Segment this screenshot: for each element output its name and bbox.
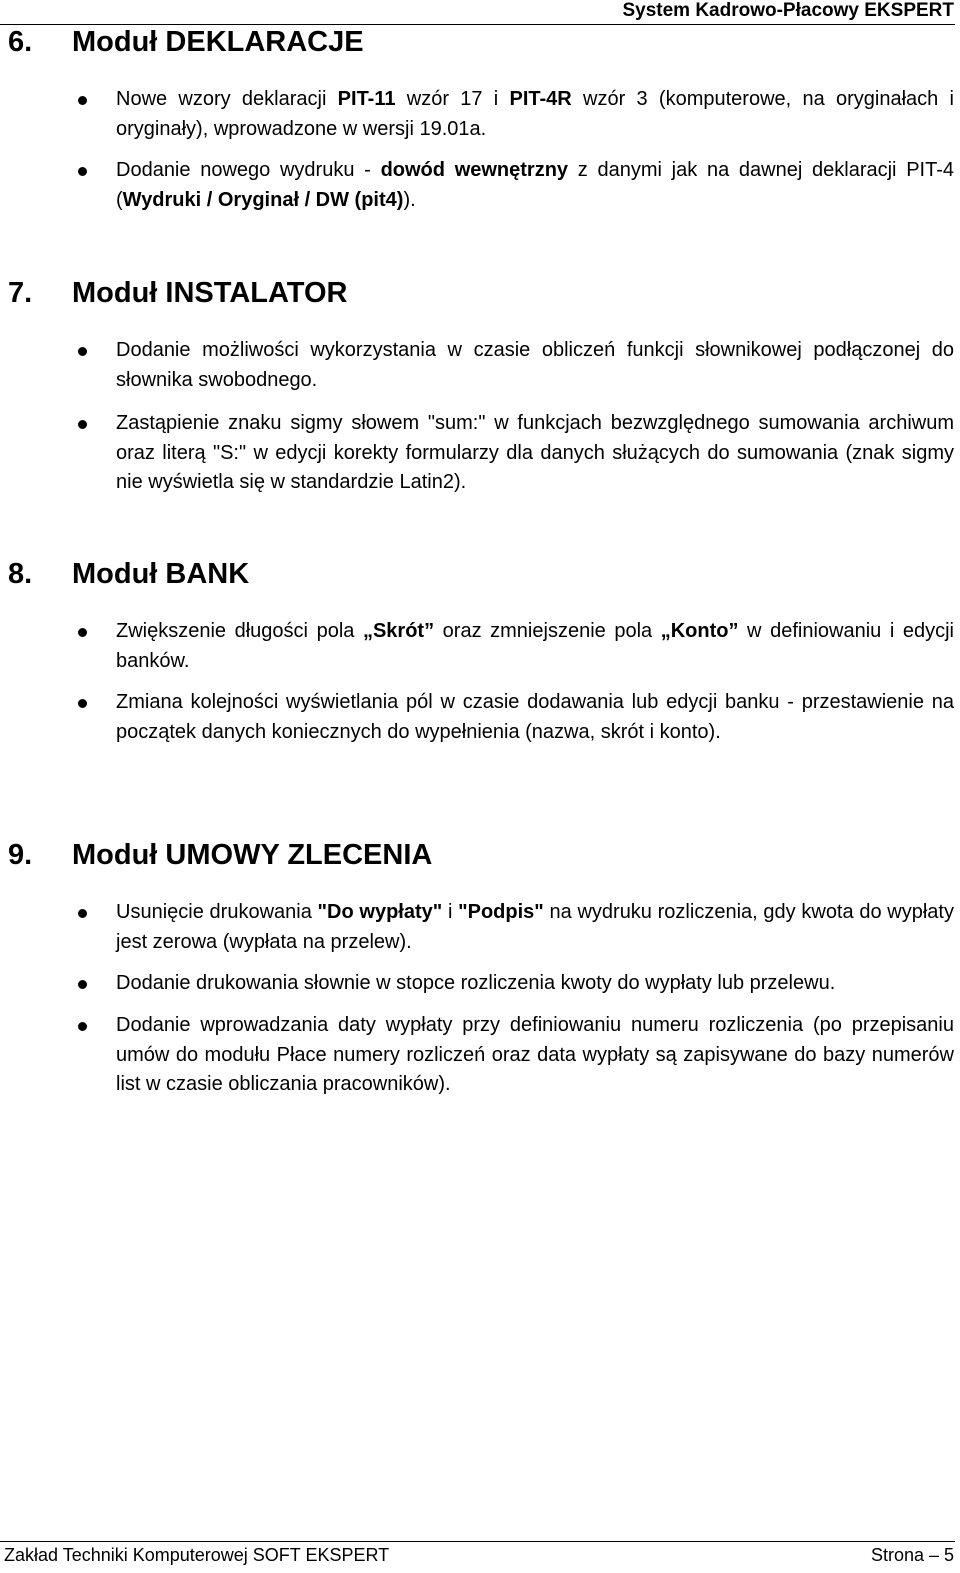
list-item [116,85,954,144]
text-run: i [442,901,459,923]
list-item [116,898,954,957]
text-run: na wydruku rozliczenia, gdy kwota do wypłaty jest zerowa (wypłata na przelew). [116,901,954,953]
section-title: Moduł UMOWY ZLECENIA [72,839,433,871]
text-run-bold: „Konto” [660,620,739,642]
text-run: Dodanie drukowania słownie w stopce rozliczenia kwoty do wypłaty lub przelewu. [116,972,836,994]
list-item [116,617,954,676]
list-item [116,969,954,999]
section-number: 6. [8,26,33,58]
section-title: Moduł DEKLARACJE [72,26,364,58]
text-run: w definiowaniu i edycji banków. [116,620,954,672]
section-heading-6 [8,25,364,59]
page-number: Strona – 5 [870,1545,954,1565]
section-heading-8 [8,557,249,591]
section-number: 7. [8,277,33,309]
list-item [116,336,954,395]
bullet-icon [78,909,87,918]
bullet-icon [78,347,87,356]
text-run: Zastąpienie znaku sigmy słowem "sum:" w funkcjach bezwzględnego sumowania archiwum oraz literą "S:" w edycji korekty formularzy dla danych służących do sumowania (znak sigmy nie wyświetla się w standardzie Latin2). [116,412,954,493]
text-run: wzór 3 (komputerowe, na oryginałach i oryginały), wprowadzone w wersji 19.01a. [116,88,954,140]
text-run: Nowe wzory deklaracji [116,88,338,110]
running-header: System Kadrowo-Płacowy EKSPERT [622,0,954,21]
section-heading-7 [8,276,347,310]
section-title: Moduł INSTALATOR [72,277,348,309]
text-run-bold: PIT-4R [509,88,572,110]
text-run-bold: "Podpis" [458,901,544,923]
bullet-icon [78,628,87,637]
text-run-bold: Wydruki / Oryginał / DW (pit4) [122,188,404,211]
footer-company: Zakład Techniki Komputerowej SOFT EKSPERT [4,1545,390,1565]
bullet-icon [78,980,87,989]
text-run: oraz zmniejszenie pola [434,620,661,642]
section-heading-9 [8,838,432,872]
list-item [116,1011,954,1100]
section-title: Moduł BANK [72,558,250,590]
text-run: Zwiększenie długości pola [116,620,363,642]
footer-rule [0,1541,955,1542]
bullet-icon [78,420,87,429]
text-run: Dodanie nowego wydruku - [116,159,381,181]
text-run-bold: PIT-11 [337,88,396,110]
text-run: Zmiana kolejności wyświetlania pól w czasie dodawania lub edycji banku - przestawienie na początek danych koniecznych do wypełnienia (nazwa, skrót i konto). [116,691,954,743]
text-run-bold: „Skrót” [362,620,435,642]
list-item [116,688,954,747]
bullet-icon [78,699,87,708]
bullet-icon [78,96,87,105]
section-number: 9. [8,839,33,871]
text-run-bold: dowód wewnętrzny [380,159,569,181]
text-run: Dodanie wprowadzania daty wypłaty przy definiowaniu numeru rozliczenia (po przepisaniu umów do modułu Płace numery rozliczeń oraz data wypłaty są zapisywane do bazy numerów list w czasie obliczania pracowników). [116,1014,954,1095]
list-item [116,156,954,215]
text-run: ). [403,188,416,211]
list-item [116,409,954,498]
text-run: z danymi jak na dawnej deklaracji PIT-4 ( [116,159,955,211]
text-run-bold: "Do wypłaty" [317,901,443,923]
text-run: Usunięcie drukowania [116,901,318,923]
section-number: 8. [8,558,33,590]
bullet-icon [78,1022,87,1031]
text-run: wzór 17 i [395,88,510,110]
text-run: Dodanie możliwości wykorzystania w czasie obliczeń funkcji słownikowej podłączonej do słownika swobodnego. [116,339,954,391]
bullet-icon [78,167,87,176]
